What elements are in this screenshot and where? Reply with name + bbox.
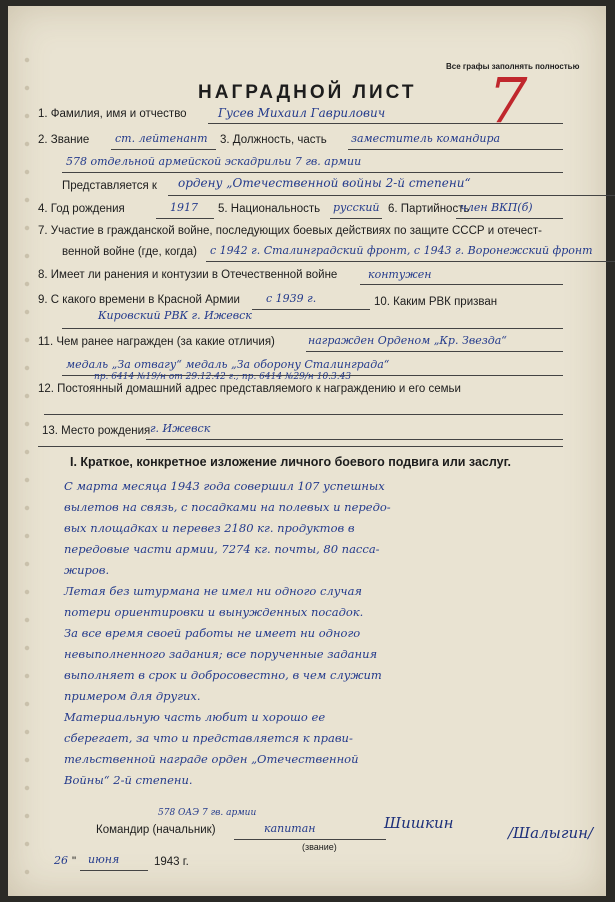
- presented-label: Представляется к: [62, 180, 157, 192]
- field-10-label: 10. Каким РВК призван: [374, 296, 498, 308]
- field-13-value: г. Ижевск: [150, 422, 211, 435]
- date-year: 1943 г.: [154, 856, 189, 868]
- field-2-label: 2. Звание: [38, 134, 90, 146]
- document-title: НАГРАДНОЙ ЛИСТ: [198, 82, 417, 103]
- date-month-line: [80, 870, 148, 871]
- binding-holes: [22, 46, 32, 886]
- field-9-line: [252, 309, 370, 310]
- field-6-value: член ВКП(б): [460, 201, 533, 214]
- field-11-label: 11. Чем ранее награжден (за какие отличия): [38, 336, 275, 348]
- field-9-label: 9. С какого времени в Красной Армии: [38, 294, 240, 306]
- sheet-number-red: 7: [488, 64, 528, 137]
- field-10-value: Кировский РВК г. Ижевск: [98, 309, 252, 322]
- presented-line: [168, 195, 615, 196]
- field-1-line: [208, 123, 563, 124]
- narrative-text: С марта месяца 1943 года совершил 107 успешных вылетов на связь, с посадками на полевых и передо- вых площадках и перевез 2180 кг. продуктов в передовые части армии, 7274 кг. почты, 80 пасса- жиров. Летая без штурмана не имел ни одного случая потери ориентировки и вынужденных посадок. За все время своей работы не имеет ни одного невыполненного задания; все порученные задания выполняет в срок и добросовестно, в чем служит примером для других. Материальную часть любит и хорошо ее сберегает, за что и представляется к прави- тельственной награде орден „Отечественной Войны“ 2-й степени.: [64, 479, 391, 787]
- field-3-label: 3. Должность, часть: [220, 134, 327, 146]
- commander-surname: /Шалыгин/: [508, 824, 594, 842]
- field-5-label: 5. Национальность: [218, 203, 321, 215]
- field-1-label: 1. Фамилия, имя и отчество: [38, 108, 187, 120]
- field-9-value: с 1939 г.: [266, 292, 317, 305]
- field-7-label-2: венной войне (где, когда): [62, 246, 198, 258]
- field-7-label: 7. Участие в гражданской войне, последующих боевых действиях по защите СССР и отечест-: [38, 225, 542, 237]
- commander-label: Командир (начальник): [96, 824, 216, 836]
- award-sheet: [8, 6, 606, 896]
- rank-line: [234, 839, 386, 840]
- field-3-value: заместитель командира: [351, 132, 501, 145]
- field-2-value: ст. лейтенант: [115, 132, 208, 145]
- commander-rank: капитан: [264, 822, 316, 835]
- field-12-line: [44, 414, 563, 415]
- field-3-line-2: [62, 172, 563, 173]
- rank-caption: (звание): [302, 842, 337, 852]
- presented-value: ордену „Отечественной войны 2-й степени“: [178, 176, 471, 190]
- field-5-line: [330, 218, 382, 219]
- field-6-line: [456, 218, 563, 219]
- commander-signature: Шишкин: [384, 814, 454, 832]
- field-13-label: 13. Место рождения: [42, 425, 151, 437]
- field-4-line: [156, 218, 214, 219]
- field-4-label: 4. Год рождения: [38, 203, 125, 215]
- field-8-label: 8. Имеет ли ранения и контузии в Отечественной войне: [38, 269, 338, 281]
- field-12-label: 12. Постоянный домашний адрес представляемого к награждению и его семьи: [38, 383, 461, 395]
- field-11-value: награжден Орденом „Кр. Звезда“: [308, 334, 507, 347]
- field-7-value: с 1942 г. Сталинградский фронт, с 1943 г. Воронежский фронт: [210, 244, 593, 257]
- field-11-value-2: медаль „За отвагу“ медаль „За оборону Сталинграда“: [66, 358, 390, 371]
- field-2-line: [111, 149, 216, 150]
- field-11-line: [306, 351, 563, 352]
- fill-all-fields-note: Все графы заполнять полностью: [446, 62, 580, 71]
- field-4-value: 1917: [170, 201, 198, 214]
- field-8-line: [360, 284, 563, 285]
- field-5-value: русский: [333, 201, 380, 214]
- date-month: июня: [88, 853, 120, 866]
- field-7-line: [206, 261, 615, 262]
- field-1-value: Гусев Михаил Гаврилович: [218, 106, 386, 120]
- field-6-label: 6. Партийность: [388, 203, 470, 215]
- commander-unit: 578 ОАЭ 7 гв. армии: [158, 808, 257, 818]
- field-3-value-2: 578 отдельной армейской эскадрильи 7 гв. армии: [66, 155, 362, 168]
- field-11-note: пр. 6414 №19/н от 29.12.42 г.; пр. 6414 №29/н 10.3.43: [94, 372, 352, 382]
- field-8-value: контужен: [368, 268, 432, 281]
- section-heading: I. Краткое, конкретное изложение личного боевого подвига или заслуг.: [70, 455, 512, 469]
- date-day: 26: [54, 854, 68, 867]
- field-13-line: [146, 439, 563, 440]
- field-3-line: [348, 149, 563, 150]
- field-10-line: [62, 328, 563, 329]
- date-quote: ": [72, 856, 77, 868]
- section-divider: [38, 446, 563, 447]
